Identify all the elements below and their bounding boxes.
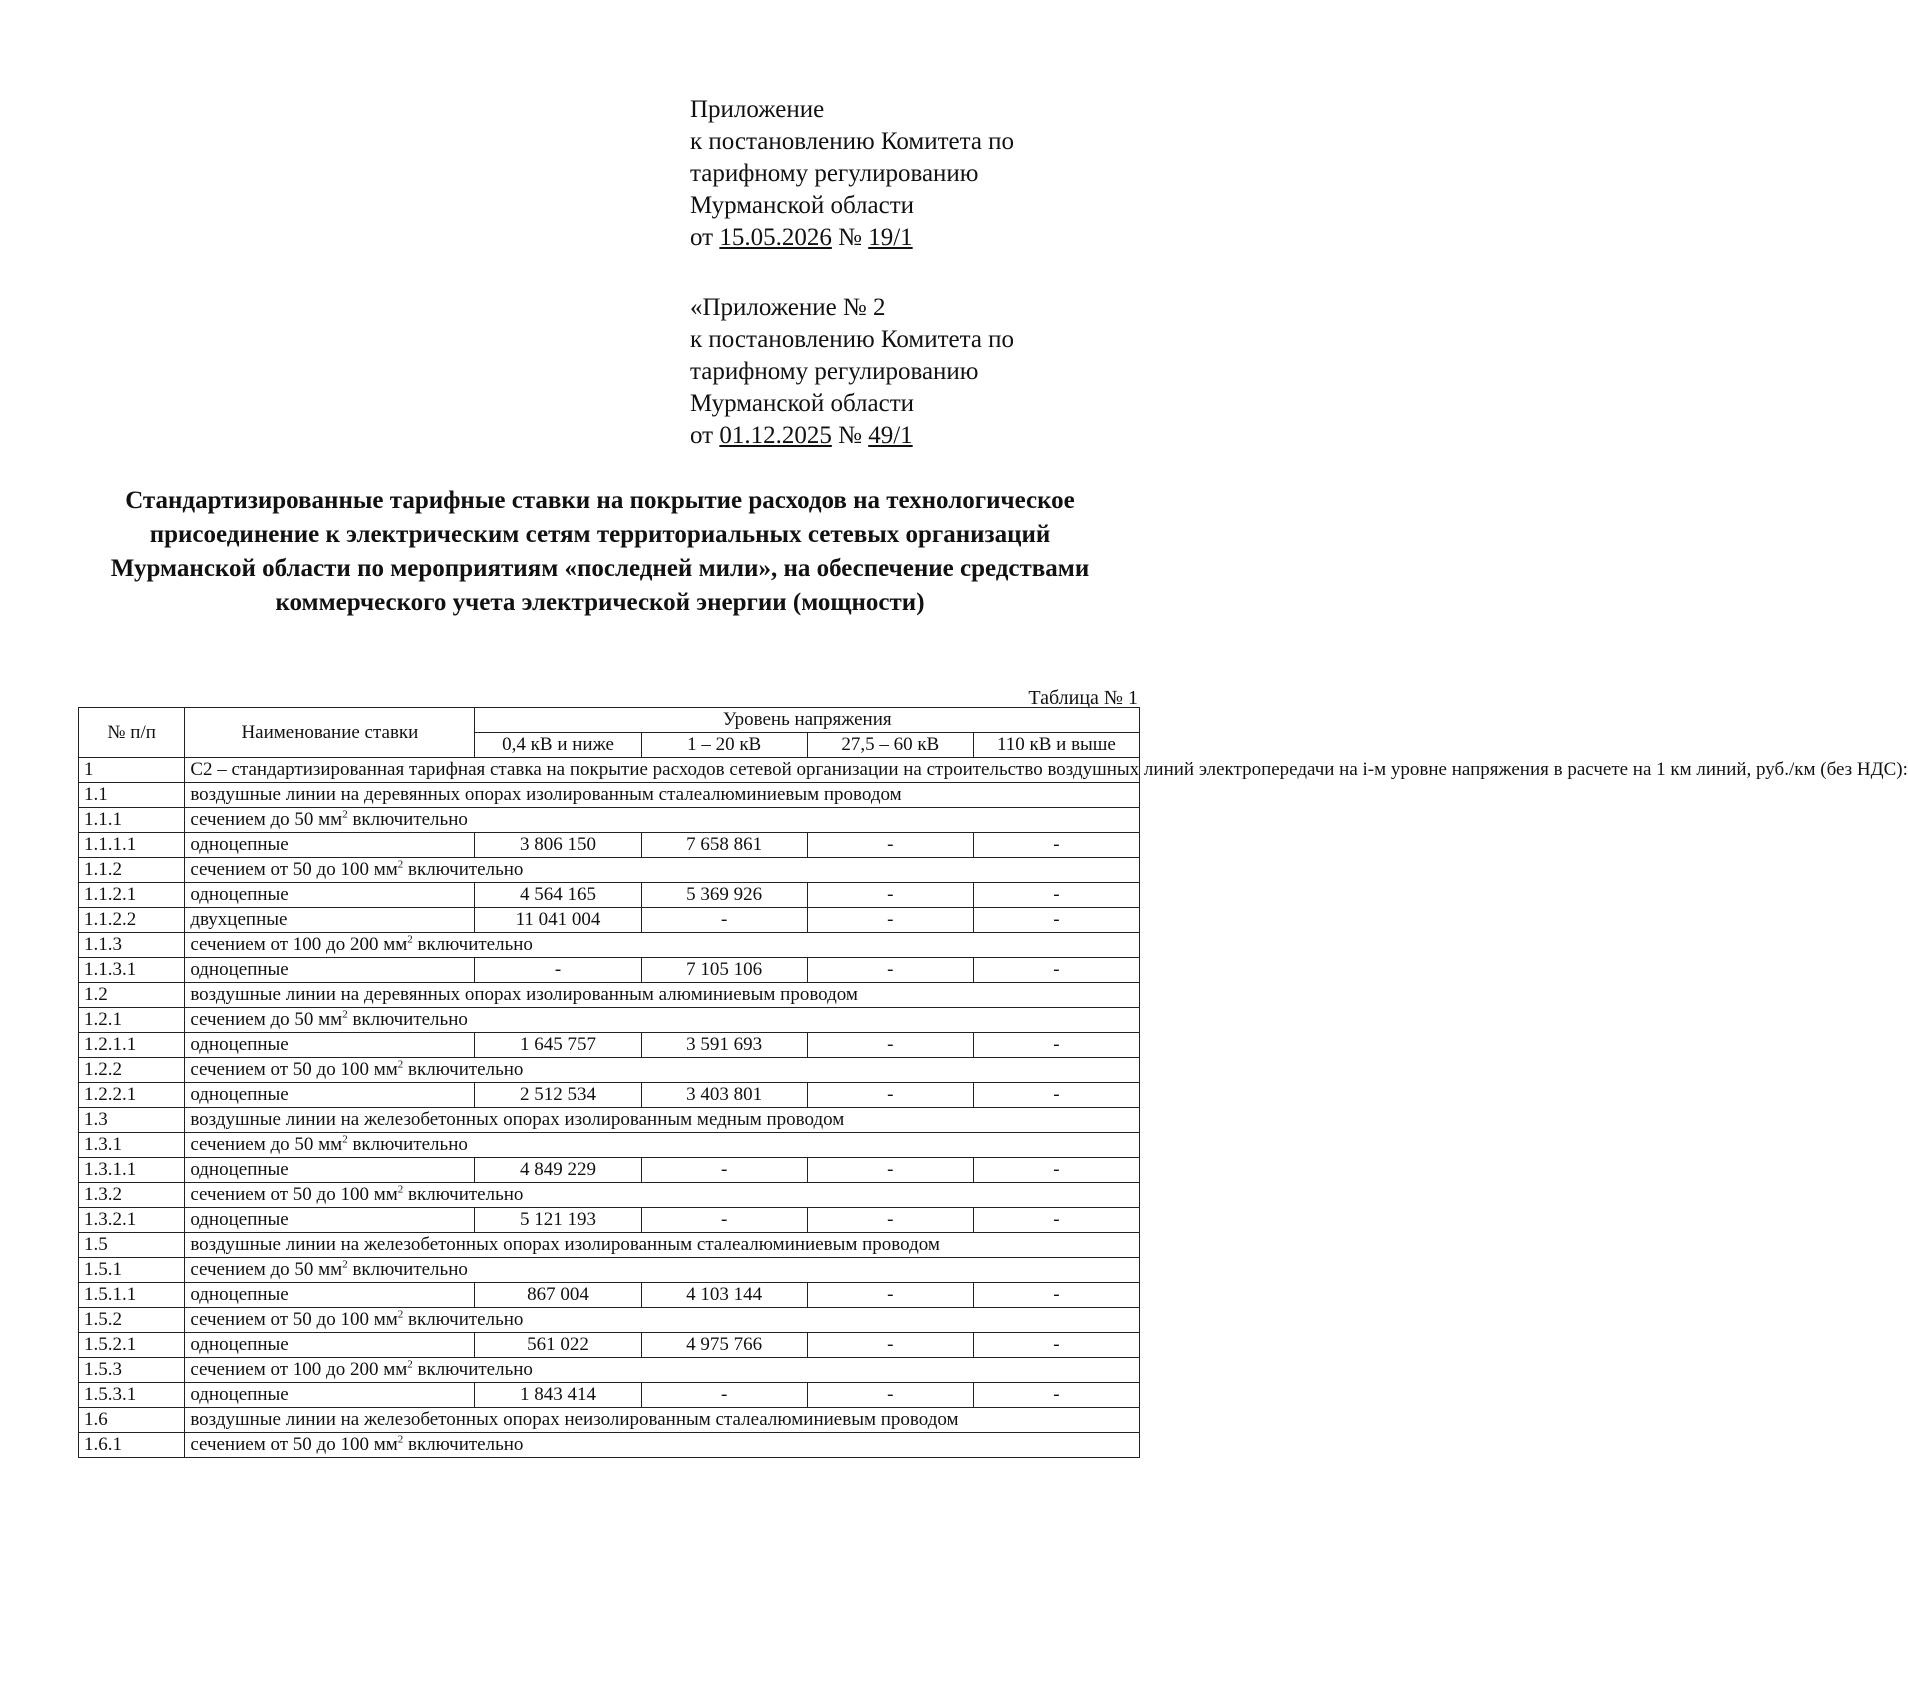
appendix2-line: к постановлению Комитета по	[690, 326, 1015, 353]
row-name	[185, 883, 475, 908]
table-row	[79, 1408, 1140, 1433]
rate-value: -	[807, 1283, 973, 1308]
rate-value: 1 645 757	[475, 1033, 641, 1058]
col-header-number: № п/п	[79, 708, 185, 758]
row-name-text: сечением от 50 до 100 мм	[190, 1184, 398, 1205]
appendix-header	[690, 94, 1170, 452]
rate-value: 5 121 193	[475, 1208, 641, 1233]
row-name-text: одноцепные	[190, 834, 289, 855]
rate-value: -	[807, 958, 973, 983]
rate-value: -	[641, 1158, 807, 1183]
unit-superscript: 2	[397, 1433, 404, 1446]
rate-value: 867 004	[475, 1283, 641, 1308]
row-number: 1.1.1	[79, 808, 185, 833]
unit-superscript: 2	[342, 1133, 348, 1146]
row-name-text: одноцепные	[190, 1384, 289, 1405]
appendix-line: тарифному регулированию	[690, 160, 979, 187]
rate-value: -	[807, 1333, 973, 1358]
table-row	[79, 1183, 1140, 1208]
rate-value: -	[973, 883, 1139, 908]
rate-value: -	[807, 833, 973, 858]
resolution-number: 49/1	[868, 422, 913, 449]
row-number: 1.5.2.1	[79, 1333, 185, 1358]
rate-value: 5 369 926	[641, 883, 807, 908]
row-name	[185, 1158, 475, 1183]
rate-value: 3 591 693	[641, 1033, 807, 1058]
row-number: 1.2.1	[79, 1008, 185, 1033]
section-description: С2 – стандартизированная тарифная ставка на покрытие расходов сетевой организации на строительство воздушных линий электропередачи на i-м уровне напряжения в расчете на 1 км линий, руб./км (без НДС):	[185, 758, 1140, 783]
rate-value: -	[973, 1208, 1139, 1233]
number-prefix: №	[838, 224, 862, 251]
row-name	[185, 1008, 1140, 1033]
row-name	[185, 983, 1140, 1008]
rate-value: -	[807, 908, 973, 933]
row-name-text: одноцепные	[190, 959, 289, 980]
rate-value: -	[807, 1383, 973, 1408]
unit-superscript: 2	[407, 933, 413, 946]
rate-value: -	[641, 908, 807, 933]
row-name-text: воздушные линии на железобетонных опорах неизолированным сталеалюминиевым проводом	[190, 1409, 959, 1430]
unit-superscript: 2	[342, 808, 348, 821]
row-name	[185, 1058, 1140, 1083]
row-name-text: сечением от 50 до 100 мм	[190, 1309, 398, 1330]
table-row	[79, 1108, 1140, 1133]
row-name	[185, 1383, 475, 1408]
rate-value: 3 806 150	[475, 833, 641, 858]
row-name	[185, 1033, 475, 1058]
appendix2-line: «Приложение № 2	[690, 294, 886, 321]
row-name	[185, 1433, 1140, 1458]
row-name	[185, 858, 1140, 883]
row-name-text: воздушные линии на деревянных опорах изолированным сталеалюминиевым проводом	[190, 784, 902, 805]
row-number: 1.6.1	[79, 1433, 185, 1458]
table-row	[79, 958, 1140, 983]
row-number: 1.3.2.1	[79, 1208, 185, 1233]
rate-value: -	[973, 1033, 1139, 1058]
appendix-line: Мурманской области	[690, 192, 915, 219]
row-number: 1.1	[79, 783, 185, 808]
rate-value: -	[641, 1383, 807, 1408]
row-name-tail: включительно	[347, 1259, 468, 1280]
row-number: 1.2.1.1	[79, 1033, 185, 1058]
rate-value: -	[973, 1283, 1139, 1308]
table-caption: Таблица № 1	[1028, 687, 1138, 709]
row-number: 1.1.3	[79, 933, 185, 958]
row-number: 1.3.2	[79, 1183, 185, 1208]
rate-value: -	[973, 958, 1139, 983]
row-name-text: одноцепные	[190, 884, 289, 905]
row-name-text: воздушные линии на деревянных опорах изолированным алюминиевым проводом	[190, 984, 858, 1005]
row-name-text: сечением от 50 до 100 мм	[190, 1434, 398, 1455]
row-name	[185, 1308, 1140, 1333]
unit-superscript: 2	[342, 1008, 348, 1021]
row-name-tail: включительно	[347, 1134, 468, 1155]
rate-value: 4 103 144	[641, 1283, 807, 1308]
row-name-text: одноцепные	[190, 1159, 289, 1180]
table-row	[79, 1008, 1140, 1033]
row-name-tail: включительно	[347, 1009, 468, 1030]
row-name-text: воздушные линии на железобетонных опорах изолированным сталеалюминиевым проводом	[190, 1234, 940, 1255]
appendix-line: к постановлению Комитета по	[690, 128, 1015, 155]
appendix-date-line	[690, 222, 1170, 254]
row-number: 1.2.2.1	[79, 1083, 185, 1108]
row-number: 1.1.2.1	[79, 883, 185, 908]
rate-value: 1 843 414	[475, 1383, 641, 1408]
row-name	[185, 1133, 1140, 1158]
table-row	[79, 933, 1140, 958]
appendix2-date-line	[690, 420, 1170, 452]
row-name-text: сечением от 50 до 100 мм	[190, 859, 398, 880]
rate-value: 2 512 534	[475, 1083, 641, 1108]
row-name-tail: включительно	[412, 1359, 533, 1380]
rate-value: -	[807, 1208, 973, 1233]
table-row	[79, 1433, 1140, 1458]
row-number: 1.5	[79, 1233, 185, 1258]
row-name	[185, 1208, 475, 1233]
row-name	[185, 833, 475, 858]
table-row	[79, 983, 1140, 1008]
appendix2-line: Мурманской области	[690, 390, 915, 417]
row-name	[185, 783, 1140, 808]
row-number: 1.5.1	[79, 1258, 185, 1283]
row-name-text: сечением до 50 мм	[190, 809, 343, 830]
table-row	[79, 1233, 1140, 1258]
unit-superscript: 2	[342, 1258, 348, 1271]
rate-value: 7 105 106	[641, 958, 807, 983]
rate-value: -	[475, 958, 641, 983]
row-name-tail: включительно	[347, 809, 468, 830]
row-name	[185, 808, 1140, 833]
row-number: 1.1.2.2	[79, 908, 185, 933]
rate-value: -	[641, 1208, 807, 1233]
table-row	[79, 1333, 1140, 1358]
row-number: 1.1.2	[79, 858, 185, 883]
appendix2-line: тарифному регулированию	[690, 358, 979, 385]
col-header-voltage-level: 110 кВ и выше	[973, 733, 1139, 758]
rate-value: -	[807, 1033, 973, 1058]
row-name-text: сечением от 50 до 100 мм	[190, 1059, 398, 1080]
row-name-text: сечением до 50 мм	[190, 1134, 343, 1155]
row-name	[185, 1233, 1140, 1258]
row-name	[185, 908, 475, 933]
appendix-line: Приложение	[690, 96, 825, 123]
number-prefix: №	[838, 422, 862, 449]
row-number: 1.3.1	[79, 1133, 185, 1158]
row-name-text: одноцепные	[190, 1084, 289, 1105]
table-row	[79, 1383, 1140, 1408]
row-number: 1.5.1.1	[79, 1283, 185, 1308]
row-name-tail: включительно	[403, 1184, 524, 1205]
table-row	[79, 1083, 1140, 1108]
row-number: 1.5.2	[79, 1308, 185, 1333]
table-row	[79, 858, 1140, 883]
row-name-tail: включительно	[403, 1434, 524, 1455]
row-name-text: сечением до 50 мм	[190, 1259, 343, 1280]
rate-value: 4 849 229	[475, 1158, 641, 1183]
row-name-text: сечением до 50 мм	[190, 1009, 343, 1030]
col-header-voltage-level: 1 – 20 кВ	[641, 733, 807, 758]
row-name	[185, 1258, 1140, 1283]
table-row	[79, 1158, 1140, 1183]
unit-superscript: 2	[397, 1308, 404, 1321]
rate-value: -	[973, 1383, 1139, 1408]
resolution-date: 01.12.2025	[719, 422, 832, 449]
row-name-text: сечением от 100 до 200 мм	[190, 934, 408, 955]
document-title: Стандартизированные тарифные ставки на покрытие расходов на технологическое присоединение к электрическим сетям территориальных сетевых организаций Мурманской области по мероприятиям «последней мили», на обеспечение средствами коммерческого учета электрической энергии (мощности)	[110, 487, 1090, 616]
resolution-date: 15.05.2026	[719, 224, 832, 251]
row-number: 1.5.3.1	[79, 1383, 185, 1408]
rate-value: -	[807, 883, 973, 908]
table-row	[79, 1258, 1140, 1283]
rate-value: -	[973, 833, 1139, 858]
row-name	[185, 1183, 1140, 1208]
section-row	[79, 758, 1140, 783]
row-number: 1.2	[79, 983, 185, 1008]
col-header-name: Наименование ставки	[185, 708, 475, 758]
rate-value: 4 975 766	[641, 1333, 807, 1358]
date-prefix: от	[690, 224, 714, 251]
table-row	[79, 1058, 1140, 1083]
date-prefix: от	[690, 422, 714, 449]
rate-value: 11 041 004	[475, 908, 641, 933]
row-number: 1.5.3	[79, 1358, 185, 1383]
row-name-tail: включительно	[403, 1309, 524, 1330]
row-name-tail: включительно	[403, 859, 524, 880]
row-name	[185, 1108, 1140, 1133]
row-name-text: воздушные линии на железобетонных опорах изолированным медным проводом	[190, 1109, 845, 1130]
row-name-tail: включительно	[412, 934, 533, 955]
rate-value: 4 564 165	[475, 883, 641, 908]
row-name-text: сечением от 100 до 200 мм	[190, 1359, 408, 1380]
rate-value: 7 658 861	[641, 833, 807, 858]
row-name-text: одноцепные	[190, 1284, 289, 1305]
table-row	[79, 783, 1140, 808]
col-header-voltage: Уровень напряжения	[475, 708, 1140, 733]
row-name	[185, 933, 1140, 958]
row-number: 1.1.1.1	[79, 833, 185, 858]
row-number: 1	[79, 758, 185, 783]
rate-value: -	[807, 1158, 973, 1183]
table-row	[79, 1133, 1140, 1158]
row-name-tail: включительно	[403, 1059, 524, 1080]
row-number: 1.6	[79, 1408, 185, 1433]
row-name	[185, 958, 475, 983]
col-header-voltage-level: 27,5 – 60 кВ	[807, 733, 973, 758]
resolution-number: 19/1	[868, 224, 913, 251]
col-header-voltage-level: 0,4 кВ и ниже	[475, 733, 641, 758]
row-number: 1.1.3.1	[79, 958, 185, 983]
row-name	[185, 1283, 475, 1308]
unit-superscript: 2	[397, 858, 404, 871]
row-name	[185, 1408, 1140, 1433]
table-row	[79, 1208, 1140, 1233]
rate-value: 561 022	[475, 1333, 641, 1358]
row-name	[185, 1333, 475, 1358]
table-row	[79, 833, 1140, 858]
row-name	[185, 1083, 475, 1108]
rates-table	[78, 707, 1908, 1458]
table-row	[79, 908, 1140, 933]
table-row	[79, 808, 1140, 833]
row-number: 1.2.2	[79, 1058, 185, 1083]
table-row	[79, 1308, 1140, 1333]
row-name	[185, 1358, 1140, 1383]
row-name-text: одноцепные	[190, 1209, 289, 1230]
row-name-text: одноцепные	[190, 1034, 289, 1055]
unit-superscript: 2	[397, 1058, 404, 1071]
row-name-text: одноцепные	[190, 1334, 289, 1355]
rate-value: 3 403 801	[641, 1083, 807, 1108]
rate-value: -	[973, 908, 1139, 933]
row-name-text: двухцепные	[190, 909, 288, 930]
row-number: 1.3.1.1	[79, 1158, 185, 1183]
row-number: 1.3	[79, 1108, 185, 1133]
unit-superscript: 2	[407, 1358, 413, 1371]
rate-value: -	[807, 1083, 973, 1108]
rate-value: -	[973, 1333, 1139, 1358]
table-row	[79, 1283, 1140, 1308]
table-row	[79, 1033, 1140, 1058]
unit-superscript: 2	[397, 1183, 404, 1196]
table-row	[79, 1358, 1140, 1383]
rate-value: -	[973, 1083, 1139, 1108]
rate-value: -	[973, 1158, 1139, 1183]
table-row	[79, 883, 1140, 908]
